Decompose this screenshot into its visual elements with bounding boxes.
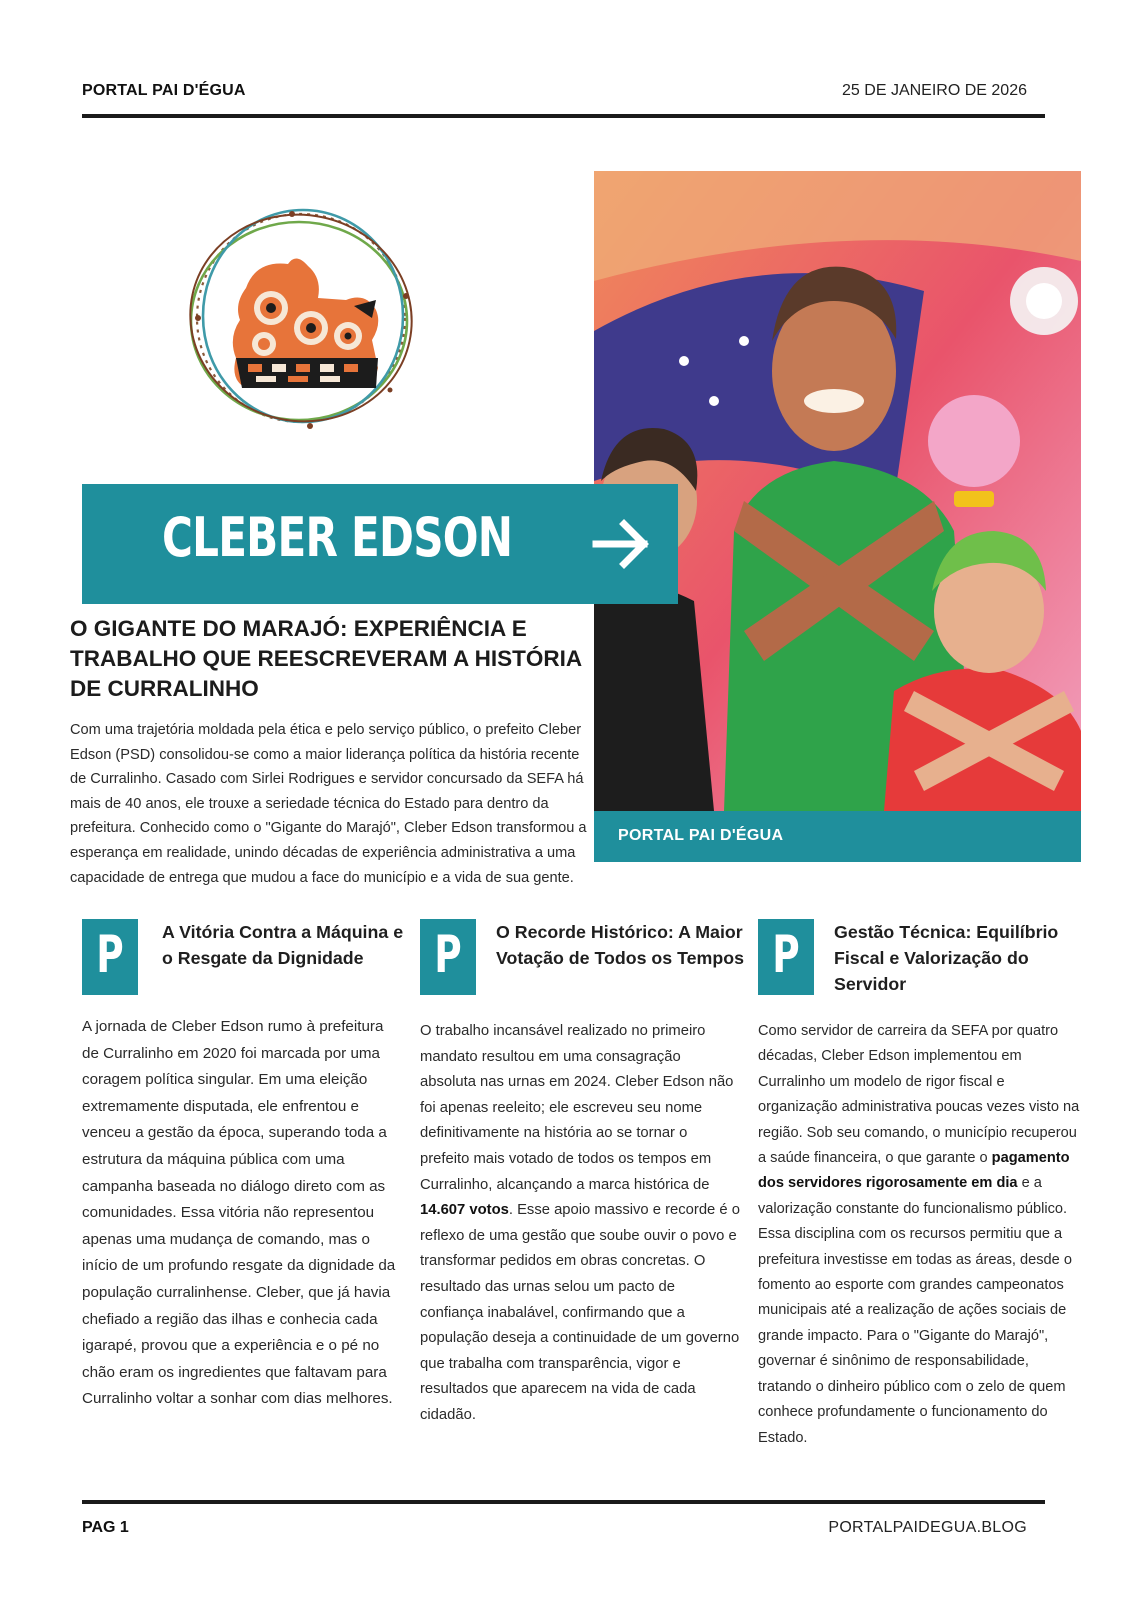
publication-name: PORTAL PAI D'ÉGUA (82, 82, 246, 99)
column-2-body: O trabalho incansável realizado no primeiro mandato resultou em uma consagração absoluta nas urnas em 2024. Cleber Edson não foi apenas reeleito; ele escreveu seu nome definitivamente na história ao se tornar o prefeito mais votado de todos os tempos em Curralinho, alcançando a marca histórica de 14.607 votos. Esse apoio massivo e recorde é o reflexo de uma gestão que soube ouvir o povo e transformar pedidos em obras concretas. O resultado das urnas selou um pacto de confiança inabalável, confirmando que a população deseja a continuidade de um governo que trabalha com transparência, vigor e resultados que aparecem na vida de cada cidadão. (420, 1023, 740, 1423)
column-3-initial: P (758, 919, 814, 995)
article-headline: O GIGANTE DO MARAJÓ: EXPERIÊNCIA E TRABALHO QUE REESCREVERAM A HISTÓRIA DE CURRALINHO (70, 616, 582, 701)
marajoara-ceramic-logo-icon (182, 200, 420, 440)
column-1-title: A Vitória Contra a Máquina e o Resgate da Dignidade (162, 922, 404, 968)
photo-caption (594, 811, 1081, 862)
arrow-right-icon (592, 514, 652, 574)
photo-caption-text: PORTAL PAI D'ÉGUA (618, 827, 784, 844)
vote-count: 14.607 votos (420, 1202, 509, 1219)
column-1-body: A jornada de Cleber Edson rumo à prefeitura de Curralinho em 2020 foi marcada por uma coragem política singular. Em uma eleição extremamente disputada, ele enfrentou e venceu a gestão da época, superando toda a estrutura da máquina pública com uma campanha baseada no diálogo direto com as comunidades. Essa vitória não representou apenas uma mudança de comando, mas o início de um profundo resgate da dignidade da população curralinhense. Cleber, que já havia chefiado a região das ilhas e conhecia cada igarapé, provou que a experiência e o pé no chão eram os ingredientes que faltavam para Curralinho voltar a sonhar com dias melhores. (82, 1018, 396, 1408)
column-1-initial: P (82, 919, 138, 995)
article-lede: Com uma trajetória moldada pela ética e pelo serviço público, o prefeito Cleber Edson (PSD) consolidou-se como a maior liderança política da história recente de Curralinho. Casado com Sirlei Rodrigues e servidor concursado da SEFA há mais de 40 anos, ele trouxe a seriedade técnica do Estado para dentro da prefeitura. Conhecido como o "Gigante do Marajó", Cleber Edson transformou a esperança em realidade, unindo décadas de experiência administrativa a uma capacidade de entrega que mudou a face do município e a vida de sua gente. (70, 722, 587, 886)
banner-name: CLEBER EDSON (162, 506, 513, 569)
header-divider (82, 114, 1045, 118)
footer-divider (82, 1500, 1045, 1504)
column-3-body: Como servidor de carreira da SEFA por quatro décadas, Cleber Edson implementou em Curralinho um modelo de rigor fiscal e organização administrativa poucas vezes visto na região. Sob seu comando, o município recuperou a saúde financeira, o que garante o pagamento dos servidores rigorosamente em dia e a valorização constante do funcionalismo público. Essa disciplina com os recursos permitiu que a prefeitura investisse em todas as áreas, desde o fomento ao esporte com grandes campeonatos municipais até a realização de ações sociais de grande impacto. Para o "Gigante do Marajó", governar é sinônimo de responsabilidade, tratando o dinheiro público com o zelo de quem conhece profundamente o funcionamento do Estado. (758, 1023, 1080, 1446)
issue-date: 25 DE JANEIRO DE 2026 (842, 82, 1027, 99)
column-3-title: Gestão Técnica: Equilíbrio Fiscal e Valorização do Servidor (834, 922, 1059, 994)
site-url[interactable]: PORTALPAIDEGUA.BLOG (828, 1519, 1027, 1536)
column-2-initial: P (420, 919, 476, 995)
page-number: PAG 1 (82, 1519, 129, 1536)
salary-highlight: pagamento dos servidores rigorosamente em dia (758, 1150, 1070, 1192)
column-2-title: O Recorde Histórico: A Maior Votação de Todos os Tempos (496, 922, 744, 968)
name-banner (82, 484, 678, 604)
